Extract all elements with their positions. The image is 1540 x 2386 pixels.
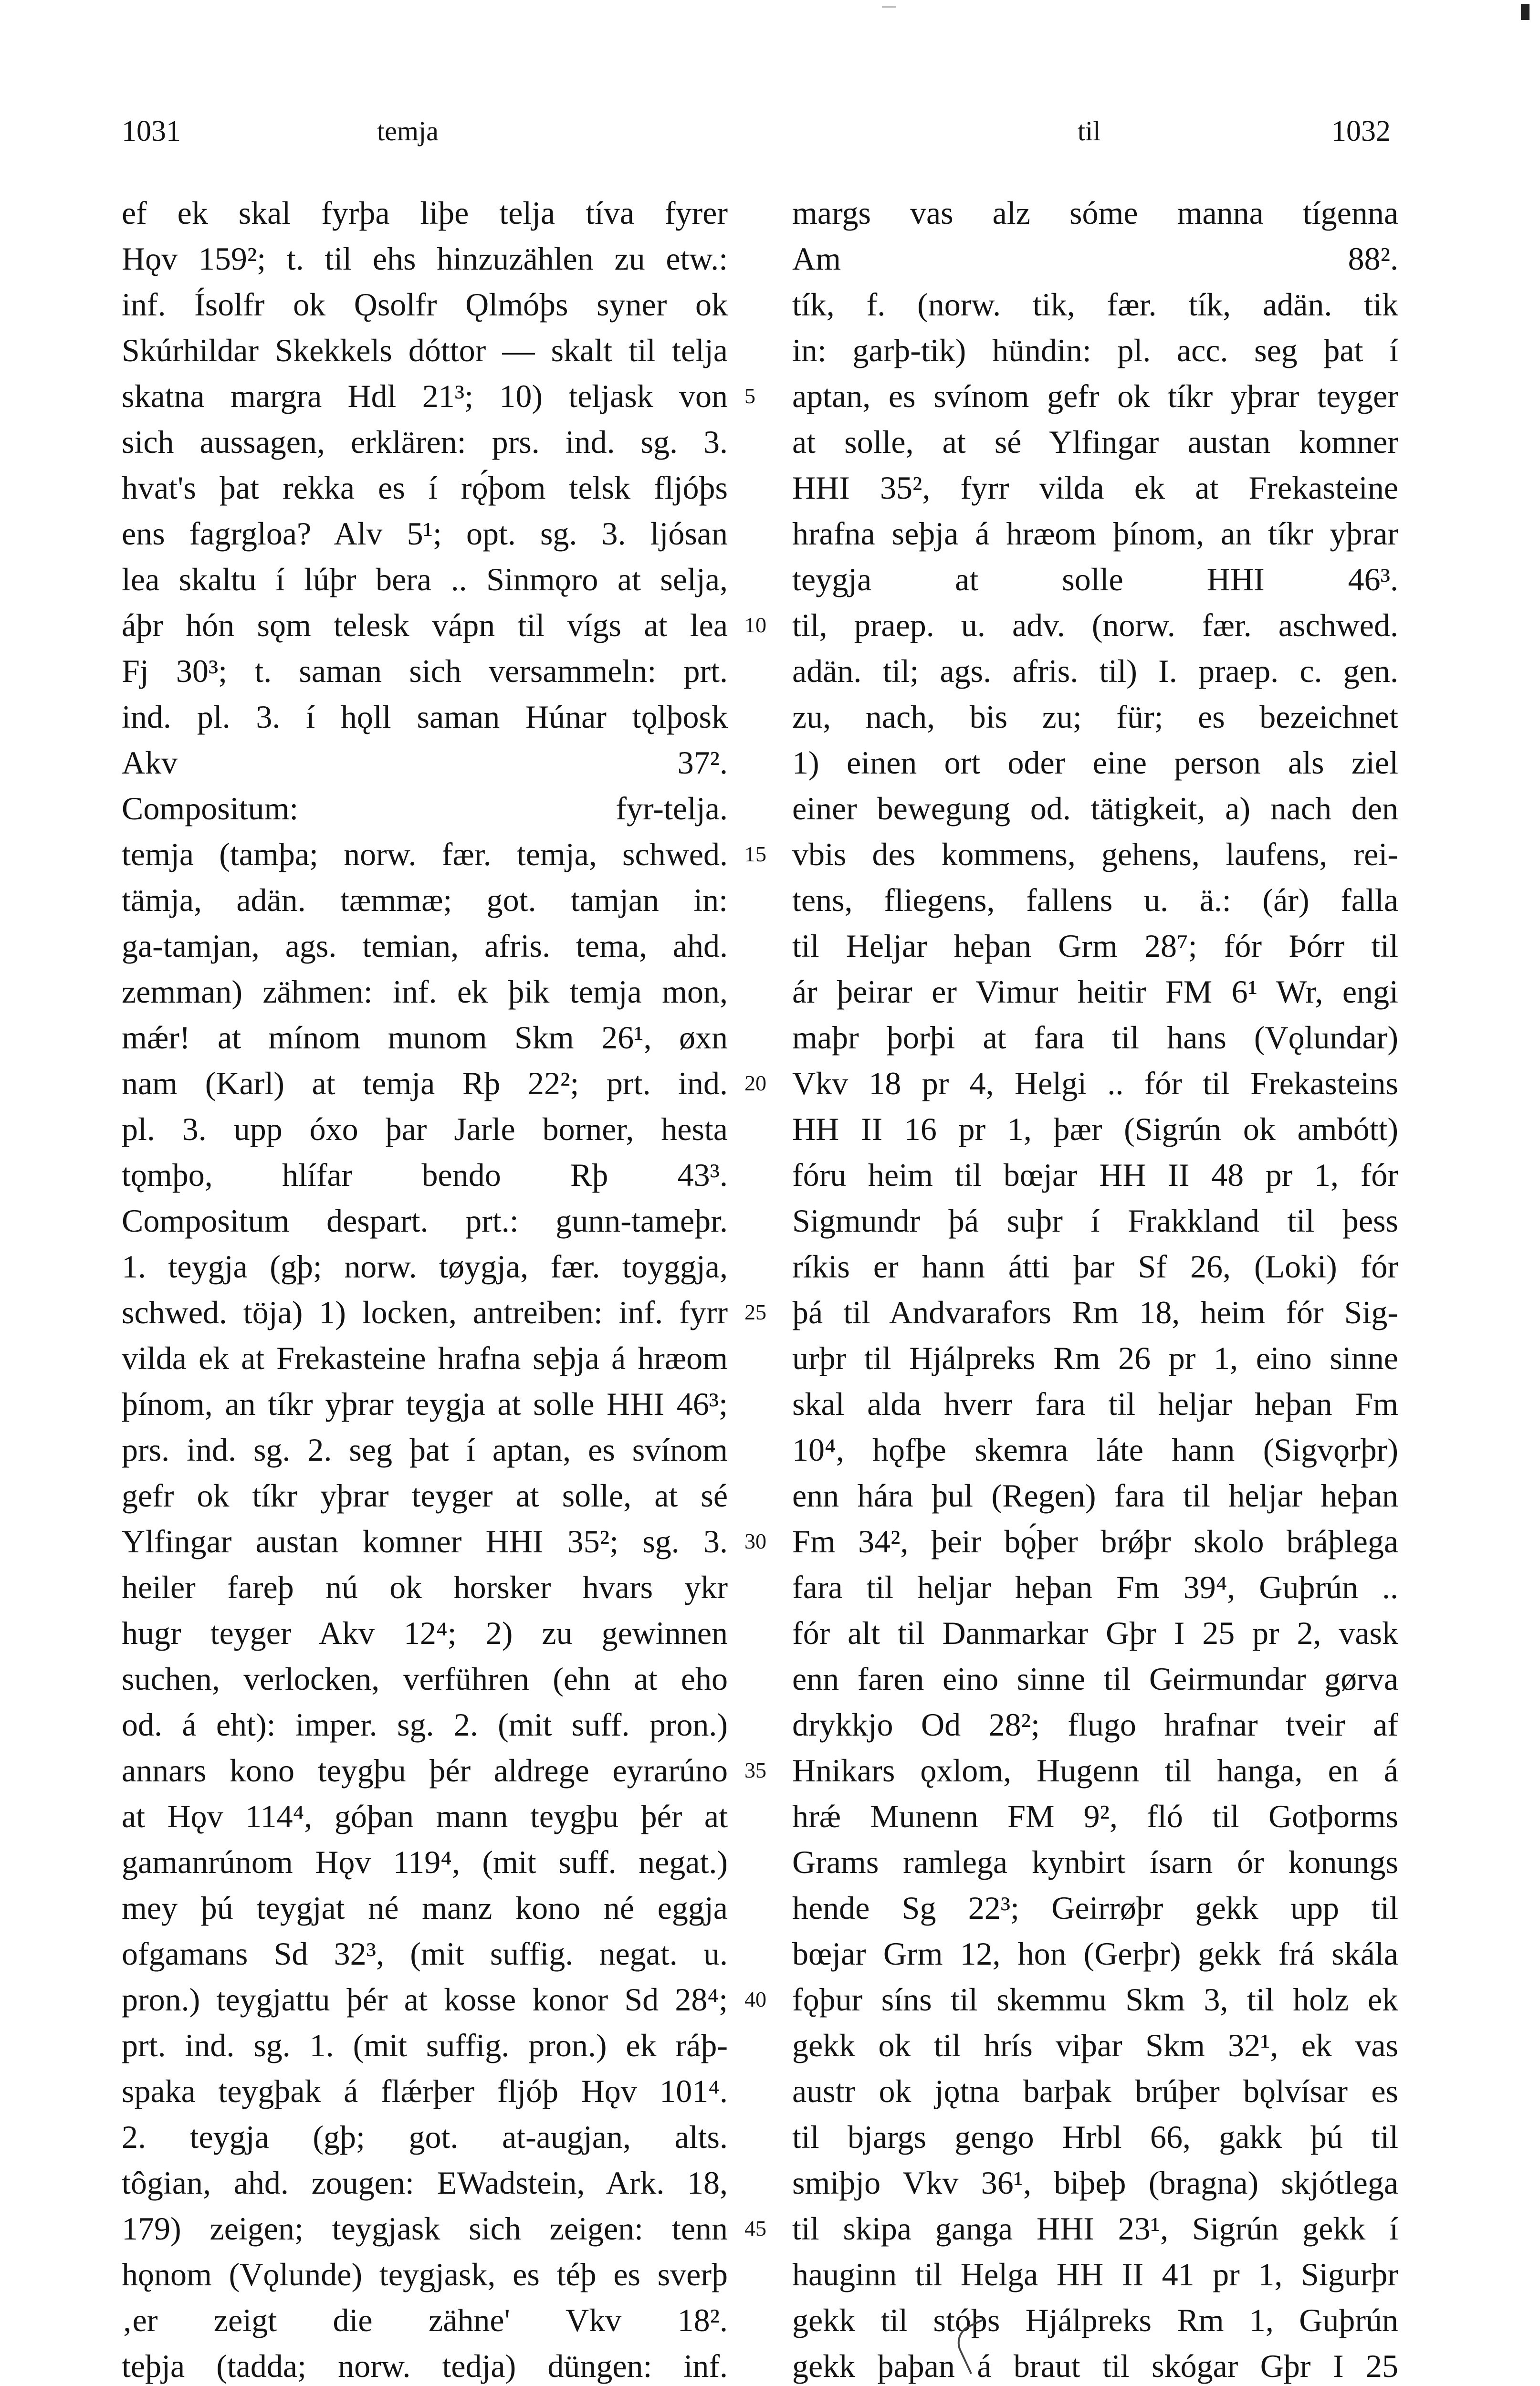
text-line: margs vas alz sóme manna tígenna — [792, 195, 1398, 231]
text-line: teþja (tadda; norw. tedja) düngen: inf. — [122, 2348, 728, 2384]
text-line: od. á eht): imper. sg. 2. (mit suff. pron.) — [122, 1706, 728, 1743]
text-line: nam (Karl) at temja Rþ 22²; prt. ind. — [122, 1065, 728, 1101]
text-line: 179) zeigen; teygjask sich zeigen: tenn — [122, 2210, 728, 2247]
text-line: ‚er zeigt die zähne' Vkv 18². — [122, 2302, 728, 2338]
text-line: maþr þorþi at fara til hans (Vǫlundar) — [792, 1019, 1398, 1056]
text-line: in: garþ-tik) hündin: pl. acc. seg þat í — [792, 332, 1398, 368]
text-line: ind. pl. 3. í hǫll saman Húnar tǫlþosk — [122, 699, 728, 735]
text-line: ga-tamjan, ags. temian, afris. tema, ahd. — [122, 928, 728, 964]
line-number: 45 — [744, 2216, 766, 2240]
text-line: Akv 37². — [122, 744, 728, 781]
text-line: hǫnom (Vǫlunde) teygjask, es téþ es sverþ — [122, 2256, 728, 2292]
text-line: inf. Ísolfr ok Ǫsolfr Ǫlmóþs syner ok — [122, 286, 728, 323]
text-line: Hǫv 159²; t. til ehs hinzuzählen zu etw.: — [122, 241, 728, 277]
text-line: hauginn til Helga HH II 41 pr 1, Sigurþr — [792, 2256, 1398, 2292]
text-line: enn hára þul (Regen) fara til heljar heþan — [792, 1477, 1398, 1514]
right-page-number: 1032 — [1331, 115, 1391, 147]
left-running-head: temja — [377, 115, 439, 147]
text-line: Skúrhildar Skekkels dóttor — skalt til telja — [122, 332, 728, 368]
text-line: til bjargs gengo Hrbl 66, gakk þú til — [792, 2119, 1398, 2155]
left-text-column — [122, 190, 728, 2386]
left-page-number: 1031 — [122, 115, 181, 147]
text-line: tǫmþo, hlífar bendo Rþ 43³. — [122, 1157, 728, 1193]
text-line: sich aussagen, erklären: prs. ind. sg. 3. — [122, 424, 728, 460]
text-line: Compositum despart. prt.: gunn-tameþr. — [122, 1203, 728, 1239]
text-line: vilda ek at Frekasteine hrafna seþja á hræom — [122, 1340, 728, 1376]
text-line: Sigmundr þá suþr í Frakkland til þess — [792, 1203, 1398, 1239]
text-line: lea skaltu í lúþr bera .. Sinmǫro at selja, — [122, 561, 728, 597]
text-line: pron.) teygjattu þér at kosse konor Sd 28⁴; — [122, 1981, 728, 2018]
right-text-column — [792, 190, 1398, 2386]
text-line: ríkis er hann átti þar Sf 26, (Loki) fór — [792, 1248, 1398, 1285]
line-number: 30 — [744, 1529, 766, 1553]
text-line: hrǽ Munenn FM 9², fló til Gotþorms — [792, 1798, 1398, 1834]
text-line: Fj 30³; t. saman sich versammeln: prt. — [122, 653, 728, 689]
text-line: tämja, adän. tæmmæ; got. tamjan in: — [122, 882, 728, 918]
line-number: 25 — [744, 1300, 766, 1324]
text-line: gekk þaþan á braut til skógar Gþr I 25 — [792, 2348, 1398, 2384]
text-line: spaka teygþak á flǽrþer fljóþ Hǫv 101⁴. — [122, 2073, 728, 2109]
text-line: urþr til Hjálpreks Rm 26 pr 1, eino sinne — [792, 1340, 1398, 1376]
scan-artifact-corner — [1521, 4, 1530, 20]
text-line: Vkv 18 pr 4, Helgi .. fór til Frekasteins — [792, 1065, 1398, 1101]
text-line: ef ek skal fyrþa liþe telja tíva fyrer — [122, 195, 728, 231]
text-line: gamanrúnom Hǫv 119⁴, (mit suff. negat.) — [122, 1844, 728, 1880]
text-line: 2. teygja (gþ; got. at-augjan, alts. — [122, 2119, 728, 2155]
text-line: Ylfingar austan komner HHI 35²; sg. 3. — [122, 1523, 728, 1559]
text-line: schwed. töja) 1) locken, antreiben: inf. fyrr — [122, 1294, 728, 1330]
text-line: til, praep. u. adv. (norw. fær. aschwed. — [792, 607, 1398, 643]
text-line: tens, fliegens, fallens u. ä.: (ár) falla — [792, 882, 1398, 918]
text-line: 1. teygja (gþ; norw. tøygja, fær. toyggja, — [122, 1248, 728, 1285]
text-line: suchen, verlocken, verführen (ehn at eho — [122, 1661, 728, 1697]
text-line: hugr teyger Akv 12⁴; 2) zu gewinnen — [122, 1615, 728, 1651]
line-number: 15 — [744, 842, 766, 866]
text-line: fóru heim til bœjar HH II 48 pr 1, fór — [792, 1157, 1398, 1193]
text-line: prs. ind. sg. 2. seg þat í aptan, es svínom — [122, 1432, 728, 1468]
text-line: smiþjo Vkv 36¹, biþeþ (bragna) skjótlega — [792, 2165, 1398, 2201]
line-number: 40 — [744, 1987, 766, 2011]
text-line: þá til Andvarafors Rm 18, heim fór Sig- — [792, 1294, 1398, 1330]
text-line: 10⁴, hǫfþe skemra láte hann (Sigvǫrþr) — [792, 1432, 1398, 1468]
scan-artifact-top — [882, 6, 896, 8]
text-line: mey þú teygjat né manz kono né eggja — [122, 1890, 728, 1926]
text-line: ens fagrgloa? Alv 5¹; opt. sg. 3. ljósan — [122, 515, 728, 552]
text-line: zu, nach, bis zu; für; es bezeichnet — [792, 699, 1398, 735]
text-line: gekk til stóþs Hjálpreks Rm 1, Guþrún — [792, 2302, 1398, 2338]
text-line: ofgamans Sd 32³, (mit suffig. negat. u. — [122, 1936, 728, 1972]
text-line: fór alt til Danmarkar Gþr I 25 pr 2, vask — [792, 1615, 1398, 1651]
text-line: Grams ramlega kynbirt ísarn ór konungs — [792, 1844, 1398, 1880]
text-line: 1) einen ort oder eine person als ziel — [792, 744, 1398, 781]
text-line: þínom, an tíkr yþrar teygja at solle HHI 46³; — [122, 1386, 728, 1422]
text-line: tík, f. (norw. tik, fær. tík, adän. tik — [792, 286, 1398, 323]
text-line: einer bewegung od. tätigkeit, a) nach den — [792, 790, 1398, 827]
text-line: pl. 3. upp óxo þar Jarle borner, hesta — [122, 1111, 728, 1147]
text-line: HHI 35², fyrr vilda ek at Frekasteine — [792, 470, 1398, 506]
text-line: gefr ok tíkr yþrar teyger at solle, at sé — [122, 1477, 728, 1514]
line-number: 5 — [744, 384, 755, 408]
text-line: bœjar Grm 12, hon (Gerþr) gekk frá skála — [792, 1936, 1398, 1972]
text-line: austr ok jǫtna barþak brúþer bǫlvísar es — [792, 2073, 1398, 2109]
text-line: tôgian, ahd. zougen: EWadstein, Ark. 18, — [122, 2165, 728, 2201]
text-line: HH II 16 pr 1, þær (Sigrún ok ambótt) — [792, 1111, 1398, 1147]
text-line: gekk ok til hrís viþar Skm 32¹, ek vas — [792, 2027, 1398, 2063]
text-line: Fm 34², þeir bǫ́þer brǿþr skolo bráþlega — [792, 1523, 1398, 1559]
right-running-head: til — [1078, 115, 1101, 147]
text-line: adän. til; ags. afris. til) I. praep. c. gen. — [792, 653, 1398, 689]
line-number: 35 — [744, 1758, 766, 1782]
text-line: at Hǫv 114⁴, góþan mann teygþu þér at — [122, 1798, 728, 1834]
text-line: hende Sg 22³; Geirrøþr gekk upp til — [792, 1890, 1398, 1926]
text-line: skal alda hverr fara til heljar heþan Fm — [792, 1386, 1398, 1422]
text-line: Compositum: fyr-telja. — [122, 790, 728, 827]
text-line: Am 88². — [792, 241, 1398, 277]
text-line: hvat's þat rekka es í rǫ́þom telsk fljóþs — [122, 470, 728, 506]
text-line: teygja at solle HHI 46³. — [792, 561, 1398, 597]
text-line: til skipa ganga HHI 23¹, Sigrún gekk í — [792, 2210, 1398, 2247]
line-number: 10 — [744, 613, 766, 637]
text-line: drykkjo Od 28²; flugo hrafnar tveir af — [792, 1706, 1398, 1743]
text-line: at solle, at sé Ylfingar austan komner — [792, 424, 1398, 460]
text-line: annars kono teygþu þér aldrege eyrarúno — [122, 1752, 728, 1789]
text-line: enn faren eino sinne til Geirmundar gørva — [792, 1661, 1398, 1697]
text-line: áþr hón sǫm telesk vápn til vígs at lea — [122, 607, 728, 643]
text-line: vbis des kommens, gehens, laufens, rei- — [792, 836, 1398, 872]
line-number: 20 — [744, 1071, 766, 1095]
text-line: heiler fareþ nú ok horsker hvars ykr — [122, 1569, 728, 1605]
text-line: mǽr! at mínom munom Skm 26¹, øxn — [122, 1019, 728, 1056]
text-line: Hnikars ǫxlom, Hugenn til hanga, en á — [792, 1752, 1398, 1789]
text-line: aptan, es svínom gefr ok tíkr yþrar teyger — [792, 378, 1398, 414]
text-line: hrafna seþja á hræom þínom, an tíkr yþrar — [792, 515, 1398, 552]
text-line: temja (tamþa; norw. fær. temja, schwed. — [122, 836, 728, 872]
text-line: ár þeirar er Vimur heitir FM 6¹ Wr, engi — [792, 973, 1398, 1010]
text-line: fǫþur síns til skemmu Skm 3, til holz ek — [792, 1981, 1398, 2018]
text-line: zemman) zähmen: inf. ek þik temja mon, — [122, 973, 728, 1010]
text-line: prt. ind. sg. 1. (mit suffig. pron.) ek ráþ- — [122, 2027, 728, 2063]
text-line: fara til heljar heþan Fm 39⁴, Guþrún .. — [792, 1569, 1398, 1605]
text-line: skatna margra Hdl 21³; 10) teljask von — [122, 378, 728, 414]
text-line: til Heljar heþan Grm 28⁷; fór Þórr til — [792, 928, 1398, 964]
